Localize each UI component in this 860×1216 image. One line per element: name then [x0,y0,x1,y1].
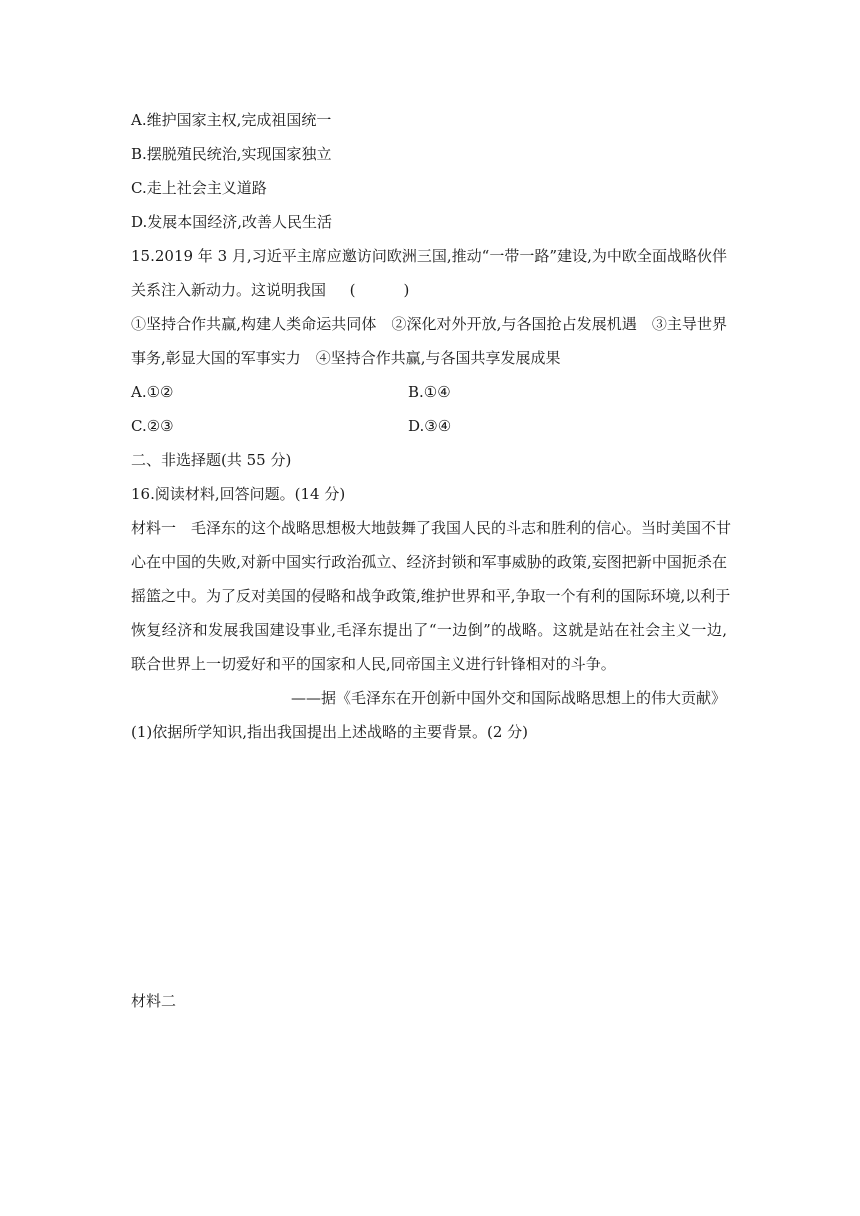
q15-stem-line2 [131,280,731,300]
q15-option-d: D.③④ [408,417,452,435]
q15-option-c: C.②③ [131,417,174,435]
material1-line: 联合世界上一切爱好和平的国家和人民,同帝国主义进行针锋相对的斗争。 [131,655,616,673]
q14-option-b: B.摆脱殖民统治,实现国家独立 [131,145,332,163]
material1-line: 材料一 毛泽东的这个战略思想极大地鼓舞了我国人民的斗志和胜利的信心。当时美国不甘 [131,519,732,537]
material1-line: 摇篮之中。为了反对美国的侵略和战争政策,维护世界和平,争取一个有利的国际环境,以利于 [131,587,731,605]
q14-option-c: C.走上社会主义道路 [131,179,267,197]
q15-statements-line2: 事务,彰显大国的军事实力 ④坚持合作共赢,与各国共享发展成果 [131,349,561,367]
q14-option-a: A.维护国家主权,完成祖国统一 [131,111,332,129]
answer-paren-close: ) [403,281,410,299]
material1-source: ——据《毛泽东在开创新中国外交和国际战略思想上的伟大贡献》 [290,689,726,707]
material2-label: 材料二 [131,992,177,1010]
q15-option-b: B.①④ [408,383,451,401]
answer-paren-open: ( [349,281,356,299]
q14-option-d: D.发展本国经济,改善人民生活 [131,213,333,231]
q16-stem: 16.阅读材料,回答问题。(14 分) [131,485,346,503]
section-heading: 二、非选择题(共 55 分) [131,451,292,469]
q16-sub1: (1)依据所学知识,指出我国提出上述战略的主要背景。(2 分) [131,723,529,741]
material1-line: 心在中国的失败,对新中国实行政治孤立、经济封锁和军事威胁的政策,妄图把新中国扼杀在 [131,553,727,571]
q15-statements-line1: ①坚持合作共赢,构建人类命运共同体 ②深化对外开放,与各国抢占发展机遇 ③主导世界 [131,315,727,333]
q15-stem-line1: 15.2019 年 3 月,习近平主席应邀访问欧洲三国,推动“一带一路”建设,为中欧全面战略伙伴 [131,247,727,265]
material1-line: 恢复经济和发展我国建设事业,毛泽东提出了“一边倒”的战略。这就是站在社会主义一边, [131,621,727,639]
q15-option-a: A.①② [131,383,174,401]
q15-stem-text: 关系注入新动力。这说明我国 [131,281,327,299]
